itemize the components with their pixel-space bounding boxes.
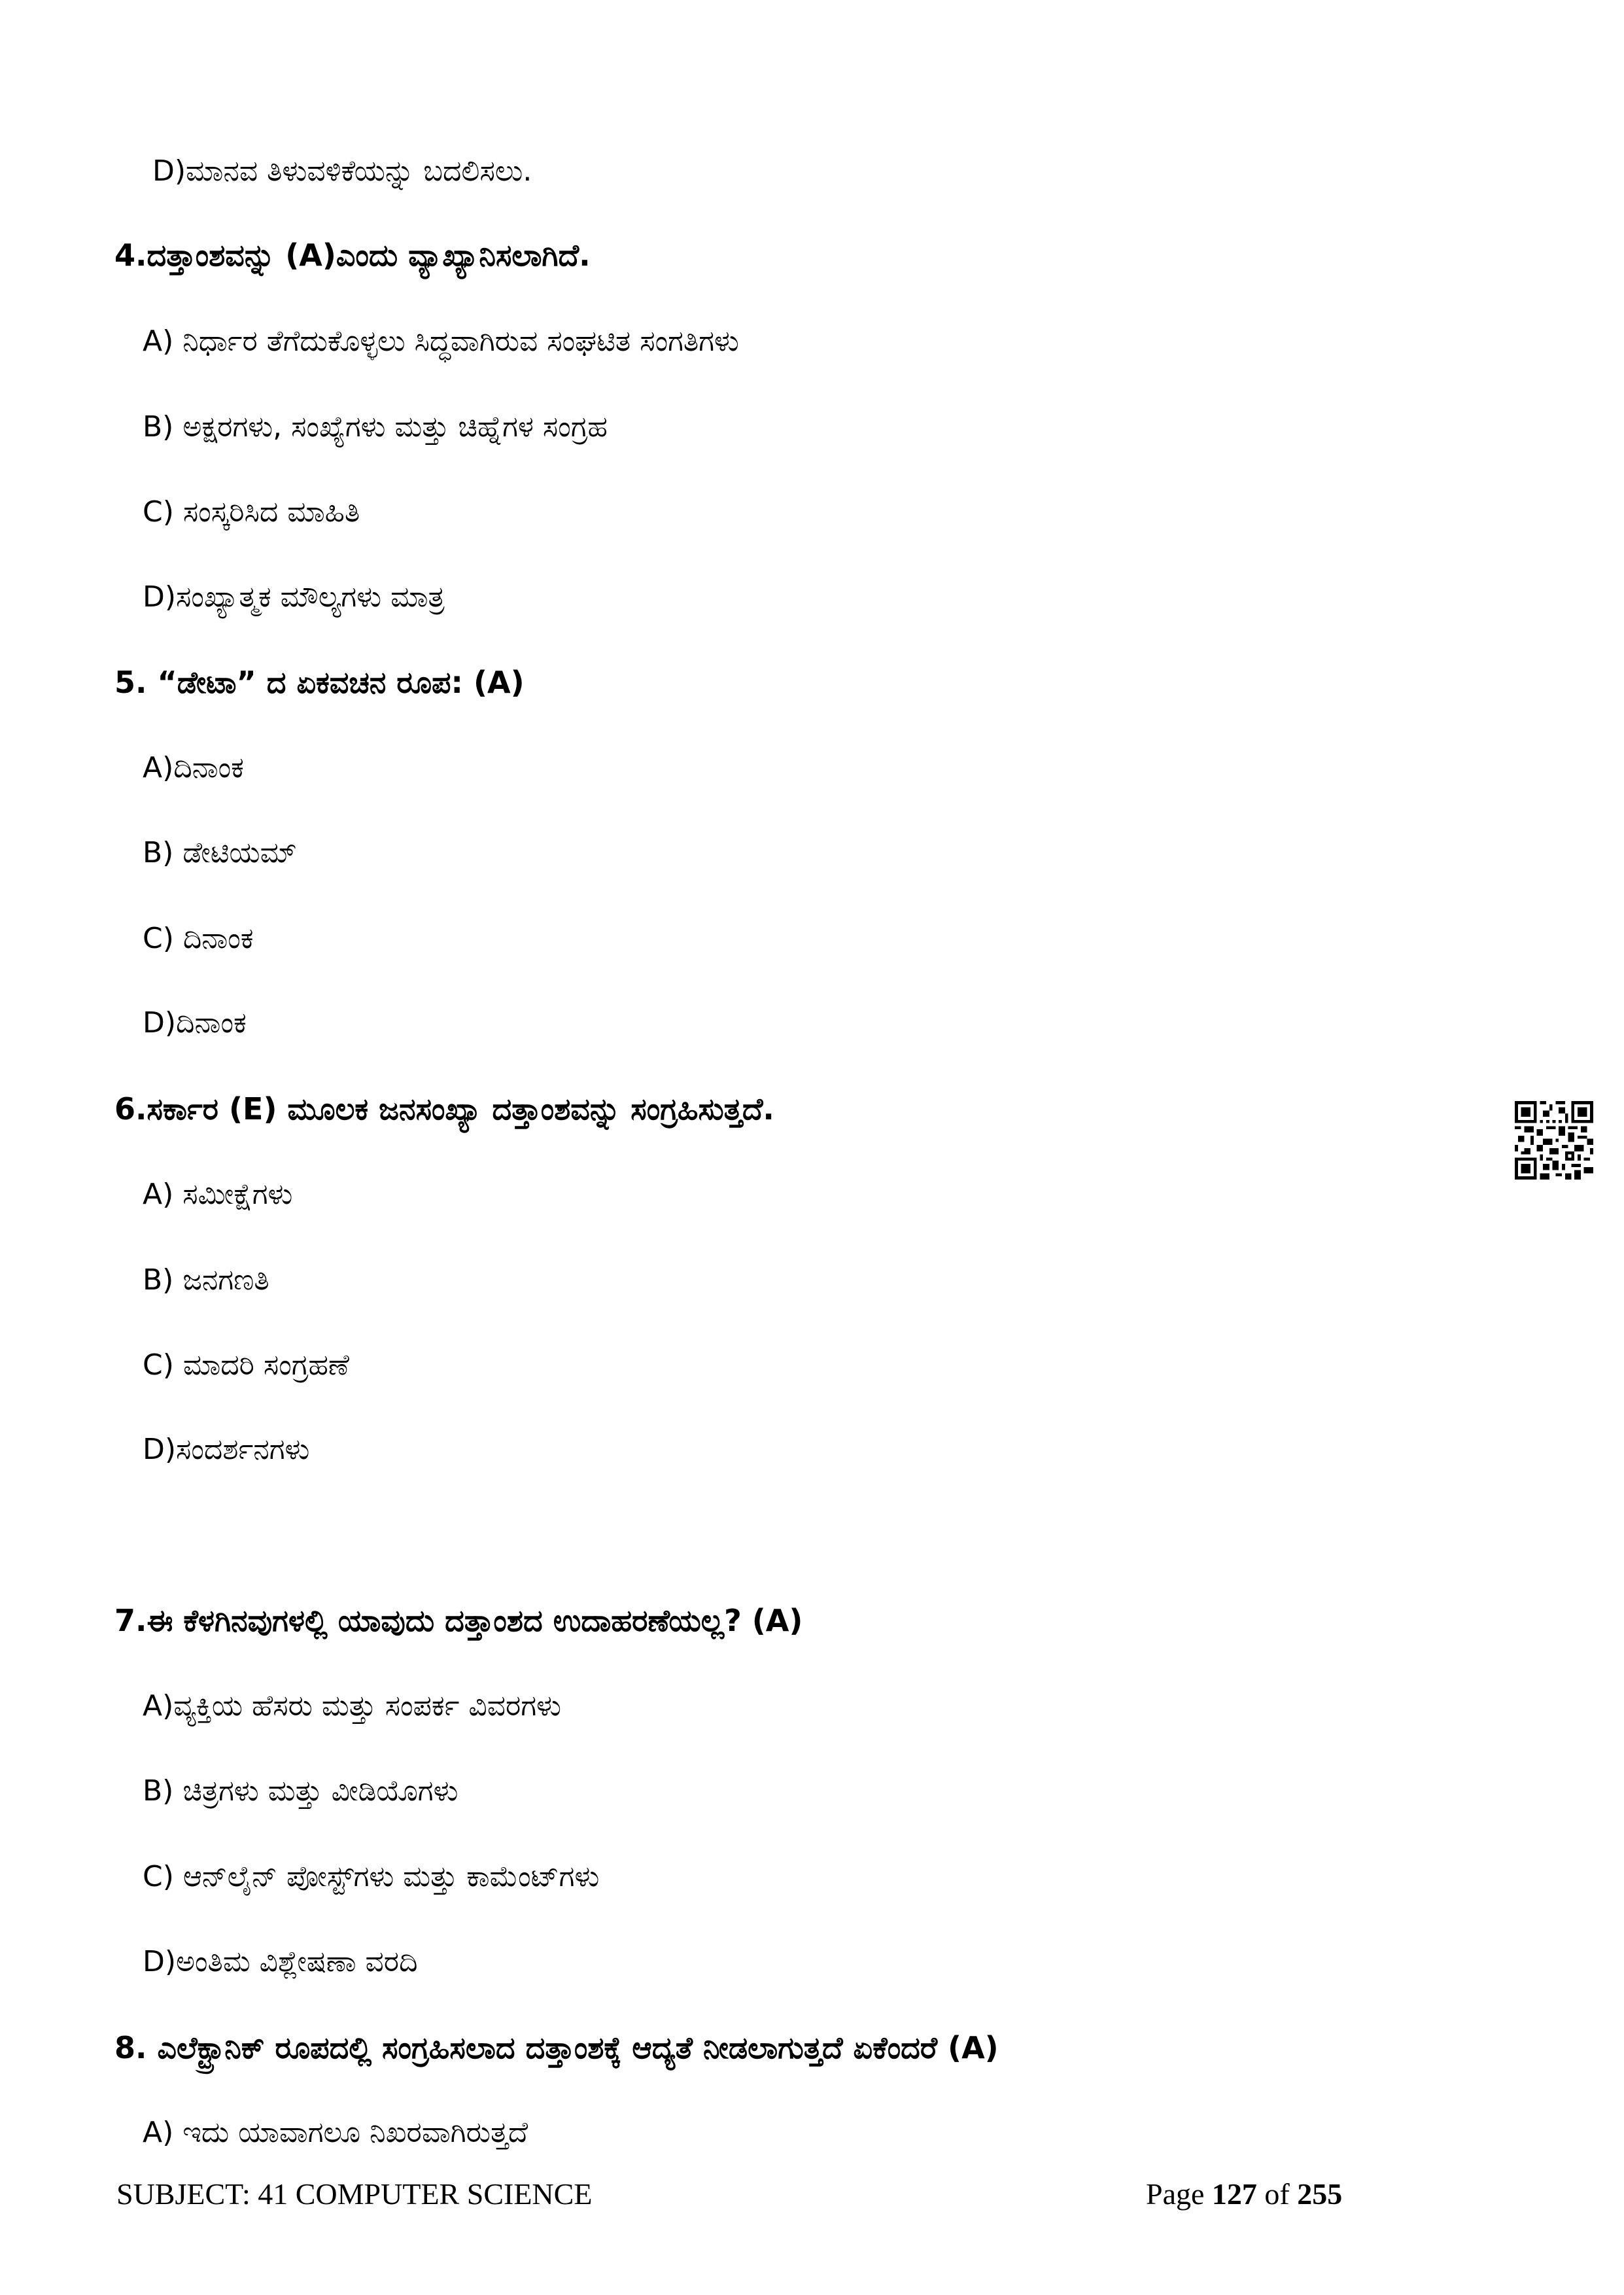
q5-option-d: D)ದಿನಾಂಕ (143, 1006, 247, 1040)
footer-page-indicator (1146, 2177, 1342, 2211)
footer-subject: SUBJECT: 41 COMPUTER SCIENCE (116, 2177, 593, 2211)
q6-option-a: A) ಸಮೀಕ್ಷೆಗಳು (143, 1178, 293, 1211)
qr-code-icon (1515, 1101, 1593, 1180)
q7-option-a: A)ವ್ಯಕ್ತಿಯ ಹೆಸರು ಮತ್ತು ಸಂಪರ್ಕ ವಿವರಗಳು (143, 1689, 562, 1723)
question-6: 6.ಸರ್ಕಾರ (E) ಮೂಲಕ ಜನಸಂಖ್ಯಾ ದತ್ತಾಂಶವನ್ನು ಸಂಗ್ರಹಿಸುತ್ತದೆ. (114, 1091, 774, 1127)
q6-option-c: C) ಮಾದರಿ ಸಂಗ್ರಹಣೆ (143, 1348, 349, 1382)
q3-option-d: D)ಮಾನವ ತಿಳುವಳಿಕೆಯನ್ನು ಬದಲಿಸಲು. (152, 154, 532, 188)
q5-option-a: A)ದಿನಾಂಕ (143, 751, 244, 784)
page-word: Page (1146, 2177, 1205, 2211)
q7-option-d: D)ಅಂತಿಮ ವಿಶ್ಲೇಷಣಾ ವರದಿ (143, 1945, 418, 1978)
q5-option-b: B) ಡೇಟಿಯಮ್ (143, 836, 297, 869)
question-7: 7.ಈ ಕೆಳಗಿನವುಗಳಲ್ಲಿ ಯಾವುದು ದತ್ತಾಂಶದ ಉದಾಹರಣೆಯಲ್ಲ? (A) (114, 1603, 803, 1638)
of-word: of (1264, 2177, 1290, 2211)
question-5: 5. “ಡೇಟಾ” ದ ಏಕವಚನ ರೂಪ: (A) (114, 665, 525, 700)
q7-option-c: C) ಆನ್‌ಲೈನ್ ಪೋಸ್ಟ್‌ಗಳು ಮತ್ತು ಕಾಮೆಂಟ್‌ಗಳು (143, 1860, 600, 1893)
q4-option-a: A) ನಿರ್ಧಾರ ತೆಗೆದುಕೊಳ್ಳಲು ಸಿದ್ಧವಾಗಿರುವ ಸಂಘಟಿತ ಸಂಗತಿಗಳು (143, 324, 739, 358)
q6-option-b: B) ಜನಗಣತಿ (143, 1263, 269, 1297)
q4-option-c: C) ಸಂಸ್ಕರಿಸಿದ ಮಾಹಿತಿ (143, 495, 360, 529)
q4-option-b: B) ಅಕ್ಷರಗಳು, ಸಂಖ್ಯೆಗಳು ಮತ್ತು ಚಿಹ್ನೆಗಳ ಸಂಗ್ರಹ (143, 410, 608, 444)
page-number: 127 (1211, 2177, 1257, 2211)
q4-option-d: D)ಸಂಖ್ಯಾತ್ಮಕ ಮೌಲ್ಯಗಳು ಮಾತ್ರ (143, 580, 445, 614)
q6-option-d: D)ಸಂದರ್ಶನಗಳು (143, 1433, 310, 1466)
total-pages: 255 (1297, 2177, 1343, 2211)
q7-option-b: B) ಚಿತ್ರಗಳು ಮತ್ತು ವೀಡಿಯೊಗಳು (143, 1774, 458, 1808)
question-8: 8. ಎಲೆಕ್ಟ್ರಾನಿಕ್ ರೂಪದಲ್ಲಿ ಸಂಗ್ರಹಿಸಲಾದ ದತ್ತಾಂಶಕ್ಕೆ ಆದ್ಯತೆ ನೀಡಲಾಗುತ್ತದೆ ಏಕೆಂದರೆ (A) (114, 2030, 999, 2065)
question-4: 4.ದತ್ತಾಂಶವನ್ನು (A)ಎಂದು ವ್ಯಾಖ್ಯಾನಿಸಲಾಗಿದೆ. (114, 237, 591, 273)
q8-option-a: A) ಇದು ಯಾವಾಗಲೂ ನಿಖರವಾಗಿರುತ್ತದೆ (143, 2116, 528, 2149)
q5-option-c: C) ದಿನಾಂಕ (143, 922, 254, 955)
